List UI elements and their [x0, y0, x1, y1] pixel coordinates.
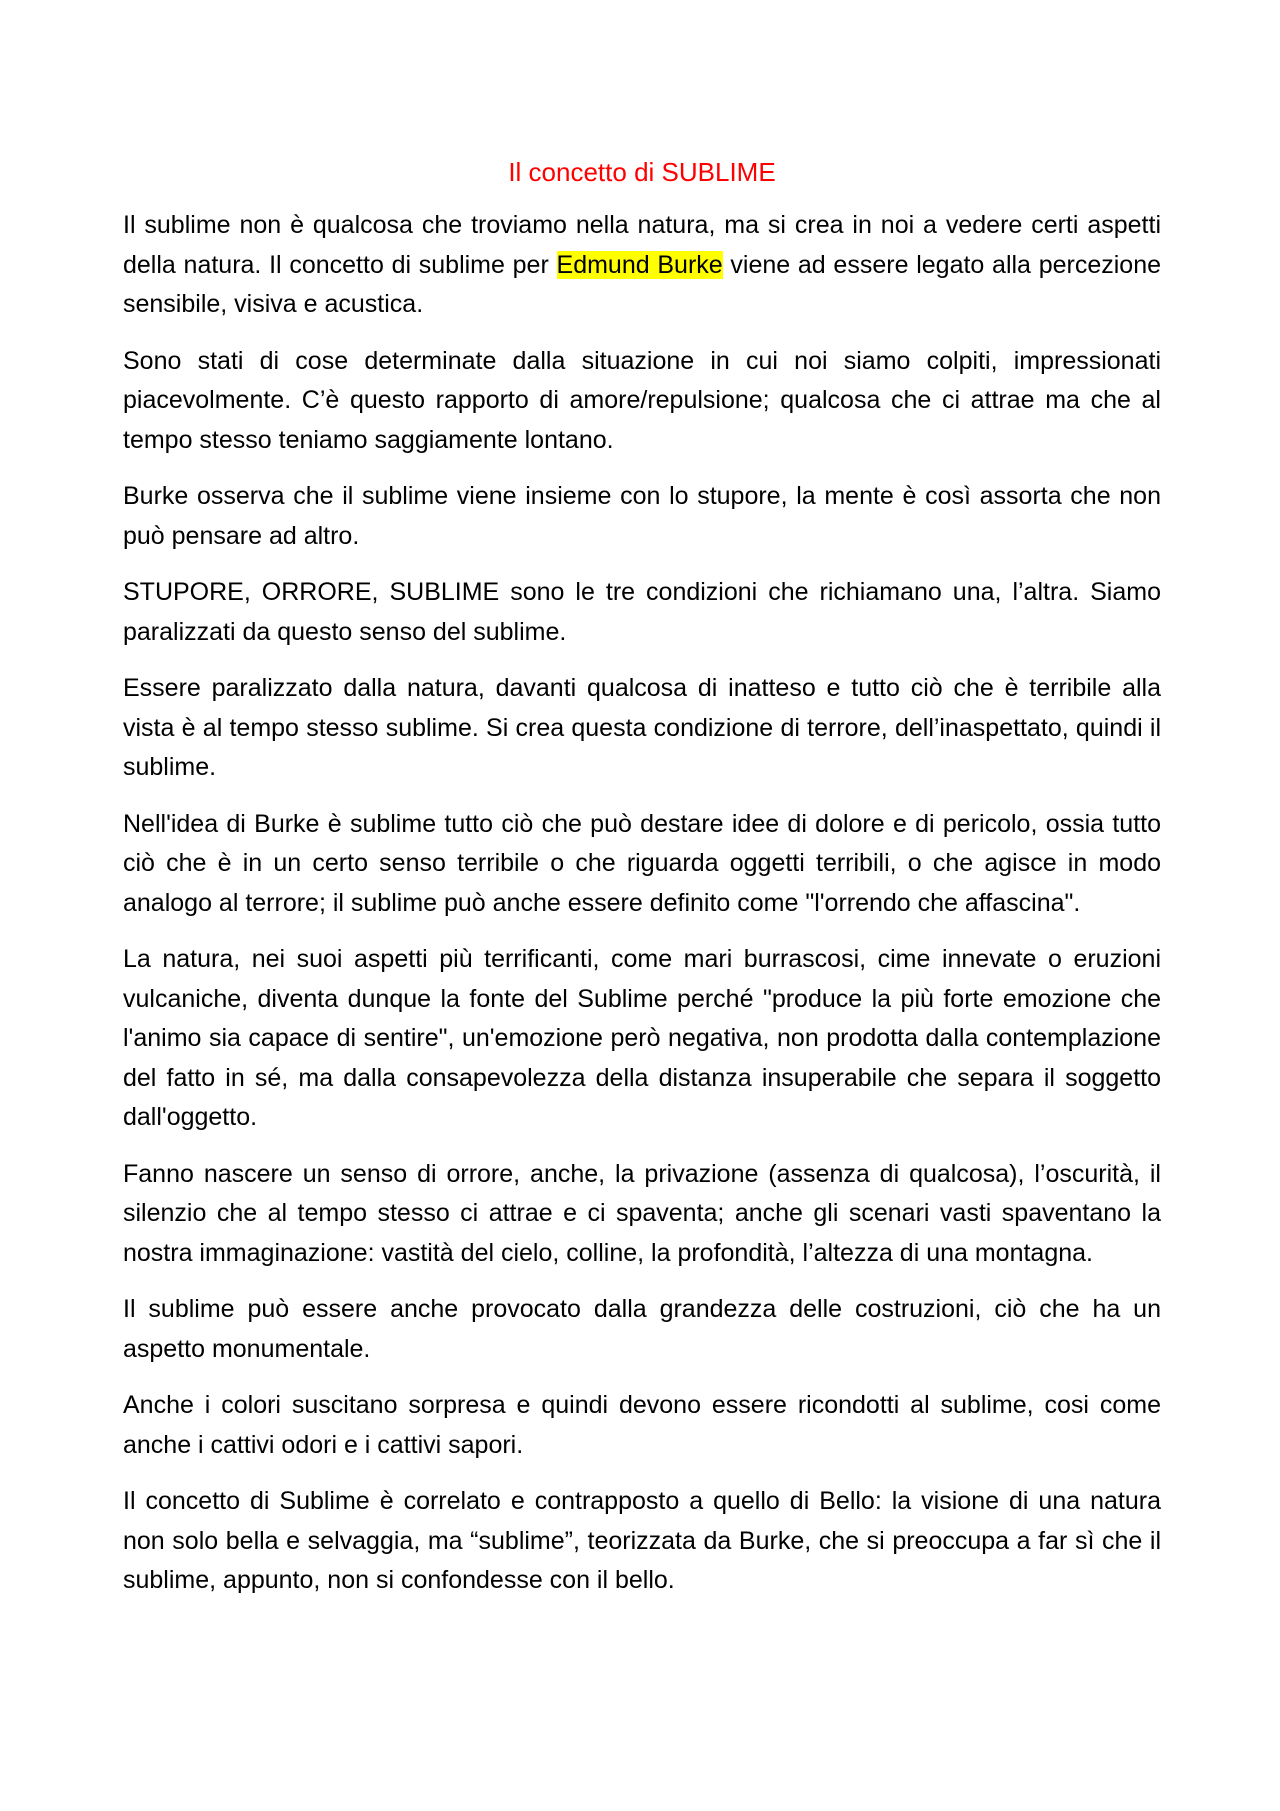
paragraph-10: Anche i colori suscitano sorpresa e quindi devono essere ricondotti al sublime, cosi come anche i cattivi odori e i cattivi sapori.	[123, 1391, 1161, 1459]
paragraph-1-text-before: Il sublime non è qualcosa che troviamo nella natura, ma si crea in noi a vedere certi aspetti della natura. Il concetto di sublime per	[123, 211, 1161, 279]
paragraph-7: La natura, nei suoi aspetti più terrificanti, come mari burrascosi, cime innevate o eruzioni vulcaniche, diventa dunque la fonte del Sublime perché "produce la più forte emozione che l'animo sia capace di sentire", un'emozione però negativa, non prodotta dalla contemplazione del fatto in sé, ma dalla consapevolezza della distanza insuperabile che separa il soggetto dall'oggetto.	[123, 945, 1161, 1131]
paragraph-1-text-after: viene ad essere legato alla percezione sensibile, visiva e acustica.	[123, 250, 1161, 318]
paragraph-3: Burke osserva che il sublime viene insieme con lo stupore, la mente è così assorta che non può pensare ad altro.	[123, 482, 1161, 550]
paragraph-11: Il concetto di Sublime è correlato e contrapposto a quello di Bello: la visione di una natura non solo bella e selvaggia, ma “sublime”, teorizzata da Burke, che si preoccupa a far sì che il sublime, appunto, non si confondesse con il bello.	[123, 1487, 1161, 1594]
paragraph-9: Il sublime può essere anche provocato dalla grandezza delle costruzioni, ciò che ha un aspetto monumentale.	[123, 1295, 1161, 1363]
highlighted-name: Edmund Burke	[556, 250, 723, 279]
paragraph-6: Nell'idea di Burke è sublime tutto ciò che può destare idee di dolore e di pericolo, ossia tutto ciò che è in un certo senso terribile o che riguarda oggetti terribili, o che agisce in modo analogo al terrore; il sublime può anche essere definito come "l'orrendo che affascina".	[123, 809, 1161, 917]
paragraph-2: Sono stati di cose determinate dalla situazione in cui noi siamo colpiti, impressionati piacevolmente. C’è questo rapporto di amore/repulsione; qualcosa che ci attrae ma che al tempo stesso teniamo saggiamente lontano.	[123, 346, 1161, 454]
document-page	[123, 152, 1161, 1618]
document-title: Il concetto di SUBLIME	[508, 157, 776, 187]
paragraph-5: Essere paralizzato dalla natura, davanti qualcosa di inatteso e tutto ciò che è terribile alla vista è al tempo stesso sublime. Si crea questa condizione di terrore, dell’inaspettato, quindi il sublime.	[123, 674, 1161, 781]
paragraph-8: Fanno nascere un senso di orrore, anche, la privazione (assenza di qualcosa), l’oscurità, il silenzio che al tempo stesso ci attrae e ci spaventa; anche gli scenari vasti spaventano la nostra immaginazione: vastità del cielo, colline, la profondità, l’altezza di una montagna.	[123, 1159, 1161, 1267]
paragraph-1	[123, 206, 1161, 325]
paragraph-4: STUPORE, ORRORE, SUBLIME sono le tre condizioni che richiamano una, l’altra. Siamo paralizzati da questo senso del sublime.	[123, 578, 1161, 646]
